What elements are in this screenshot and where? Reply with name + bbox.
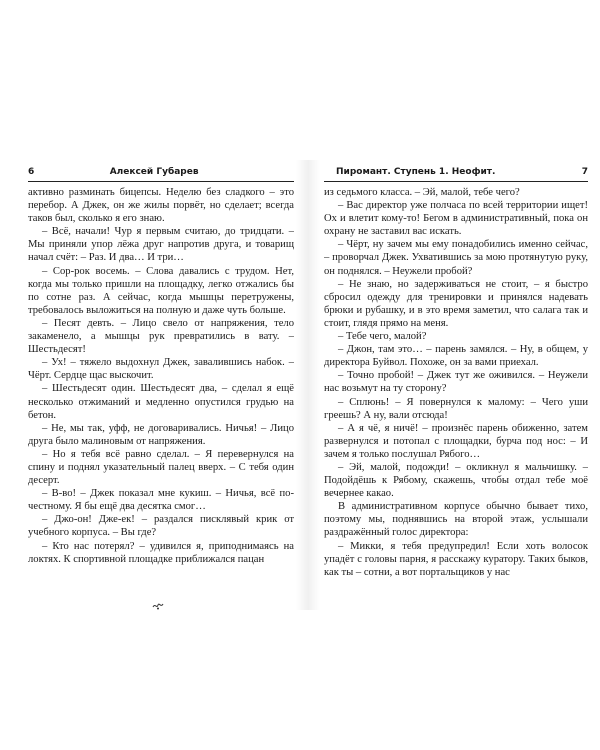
- left-page: [28, 167, 294, 597]
- left-page-header: [28, 167, 294, 182]
- gutter-shadow: [296, 160, 320, 610]
- paragraph: – А я чё, я ничё! – произнёс парень обиженно, затем развернулся и потопал с площадки, бурча под нос: – И зачем я только послушал Рябого…: [324, 422, 588, 460]
- left-page-number: 6: [28, 167, 35, 177]
- paragraph: – Чёрт, ну зачем мы ему понадобились именно сейчас, – проворчал Джек. Ухватившись за мою протянутую руку, он поднялся. – Неужели пробой?: [324, 239, 588, 277]
- paragraph: активно разминать бицепсы. Неделю без сладкого – это перебор. А Джек, он же жилы порвёт, но сделает; всегда таков был, сколько я его знаю.: [28, 187, 294, 225]
- paragraph: – Джо-он! Дже-ек! – раздался писклявый крик от учебного корпуса. – Вы где?: [28, 514, 294, 539]
- left-page-text: [28, 186, 294, 566]
- paragraph: – Но я тебя всё равно сделал. – Я перевернулся на спину и поднял указательный палец вверх. – С тебя один десерт.: [28, 448, 294, 487]
- right-page-text: [324, 186, 588, 579]
- paragraph: – Сор-рок восемь. – Слова давались с трудом. Нет, когда мы только пришли на площадку, легко отжались бы по сотне раз. А сейчас, когда мышцы перетружены, требовалось выложиться на полную и даже чуть больше.: [28, 265, 294, 316]
- ornament-icon: [152, 601, 164, 610]
- paragraph: – Кто нас потерял? – удивился я, приподнимаясь на локтях. К спортивной площадке приближался пацан: [28, 540, 294, 565]
- paragraph: – Вас директор уже полчаса по всей территории ищет! Ох и влетит кому-то! Бегом в административный, пока он охрану не заставил вас искать.: [324, 200, 588, 238]
- paragraph: – Не знаю, но задерживаться не стоит, – я быстро сбросил одежду для тренировки и принялся надевать брюки и рубашку, и в это время заметил, что салага так и стоит, глядя прямо на меня.: [324, 278, 588, 329]
- paragraph: – Всё, начали! Чур я первым считаю, до тридцати. – Мы приняли упор лёжа друг напротив друга, и товарищ начал счёт: – Раз. И два… И три…: [28, 226, 294, 264]
- right-running-head: Пиромант. Ступень 1. Неофит.: [336, 167, 496, 177]
- paragraph: – Микки, я тебя предупредил! Если хоть волосок упадёт с головы парня, я расскажу куратору. Таких быков, как ты – сотни, а вот портальщиков у нас: [324, 540, 588, 578]
- paragraph: – Тебе чего, малой?: [338, 331, 427, 343]
- paragraph: – Шестьдесят один. Шестьдесят два, – сделал я ещё несколько отжиманий и медленно опустился грудью на бетон.: [28, 383, 294, 421]
- paragraph: – В-во! – Джек показал мне кукиш. – Ничья, всё по-честному. Я бы ещё два десятка смог…: [28, 488, 294, 513]
- left-running-head: Алексей Губарев: [109, 167, 199, 177]
- paragraph: – Сплюнь! – Я повернулся к малому: – Чего уши греешь? А ну, вали отсюда!: [324, 396, 588, 421]
- ornament-glyph: [152, 601, 164, 610]
- right-page: [324, 167, 588, 597]
- paragraph: – Точно пробой! – Джек тут же оживился. – Неужели нас возьмут на ту сторону?: [324, 370, 588, 395]
- paragraph: – Не, мы так, уфф, не договаривались. Ничья! – Лицо друга было малиновым от напряжения.: [28, 422, 294, 447]
- paragraph: – Эй, малой, подожди! – окликнул я мальчишку. – Подойдёшь к Рябому, скажешь, чтобы отдал тебе моё вечернее какао.: [324, 461, 588, 500]
- paragraph: – Песят девть. – Лицо свело от напряжения, тело закаменело, а мышцы рук превратились в вату. – Шестьдесят!: [28, 317, 294, 356]
- paragraph: В административном корпусе обычно бывает тихо, поэтому мы, поднявшись на второй этаж, услышали раздражённый голос директора:: [324, 501, 588, 539]
- right-page-header: [324, 167, 588, 182]
- paragraph: – Джон, там это… – парень замялся. – Ну, в общем, у директора Буйвол. Похоже, он за вами приехал.: [324, 344, 588, 369]
- paragraph: из седьмого класса. – Эй, малой, тебе чего?: [324, 187, 520, 198]
- paragraph: – Ух! – тяжело выдохнул Джек, завалившись набок. – Чёрт. Сердце щас выскочит.: [28, 357, 294, 382]
- right-page-number: 7: [581, 167, 588, 177]
